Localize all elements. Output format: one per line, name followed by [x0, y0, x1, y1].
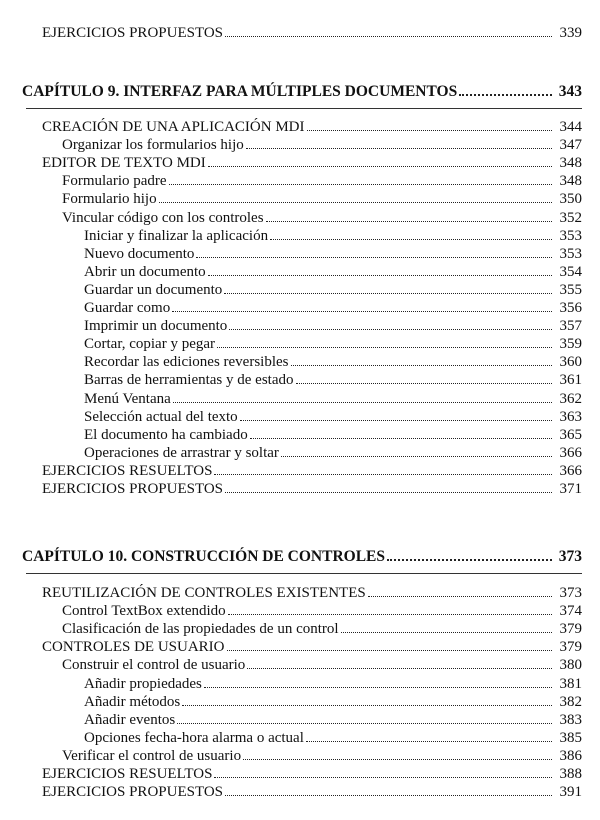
dot-leader — [459, 82, 552, 96]
dot-leader — [296, 371, 553, 384]
toc-entry-title: EJERCICIOS RESUELTOS — [42, 766, 213, 782]
dot-leader — [341, 620, 552, 633]
chapter-page: 343 — [558, 83, 582, 100]
dot-leader — [214, 765, 552, 778]
toc-entry-page: 352 — [559, 209, 582, 226]
toc-entry-title: EJERCICIOS PROPUESTOS — [42, 25, 224, 41]
toc-entry — [84, 426, 582, 444]
dot-leader — [229, 317, 552, 330]
toc-entry — [62, 747, 582, 765]
dot-leader — [246, 136, 552, 149]
toc-entry-title: Formulario padre — [62, 173, 167, 190]
toc-entry — [84, 390, 582, 408]
toc-entry — [84, 371, 582, 389]
toc-entry — [42, 638, 582, 656]
toc-entry-title: Vincular código con los controles — [62, 209, 264, 226]
toc-entry-title: CREACIÓN DE UNA APLICACIÓN MDI — [42, 119, 305, 135]
dot-leader — [208, 154, 552, 167]
toc-entry — [42, 584, 582, 602]
toc-entry-page: 355 — [559, 281, 582, 298]
toc-entry — [84, 245, 582, 263]
toc-entry — [62, 172, 582, 190]
toc-entry — [42, 118, 582, 136]
toc-entry-title: El documento ha cambiado — [84, 426, 248, 443]
toc-entry-title: Opciones fecha-hora alarma o actual — [84, 729, 304, 746]
dot-leader — [177, 711, 552, 724]
toc-entry-page: 386 — [559, 747, 582, 764]
toc-entry-title: EJERCICIOS RESUELTOS — [42, 462, 213, 479]
toc-entry — [42, 480, 582, 498]
toc-entry-page: 362 — [559, 390, 582, 407]
toc-entry-title: Recordar las ediciones reversibles — [84, 354, 289, 371]
toc-entry-title: Guardar un documento — [84, 281, 223, 298]
dot-leader — [204, 675, 552, 688]
dot-leader — [225, 783, 552, 796]
chapter-10-heading — [22, 547, 582, 566]
toc-entry-page: 360 — [559, 354, 582, 371]
dot-leader — [281, 444, 552, 457]
dot-leader — [247, 656, 552, 669]
toc-entry-page: 350 — [559, 191, 582, 208]
toc-entry — [62, 136, 582, 154]
toc-entry — [62, 656, 582, 674]
toc-entry-title: Barras de herramientas y de estado — [84, 372, 294, 389]
toc-entry-title: Añadir propiedades — [84, 675, 202, 692]
toc-entry-page: 380 — [559, 657, 582, 674]
toc-entry-page: 366 — [559, 462, 582, 479]
toc-entry — [84, 729, 582, 747]
toc-entry-top — [42, 24, 582, 42]
toc-entry-page: 353 — [559, 245, 582, 262]
toc-entry-title: Nuevo documento — [84, 245, 195, 262]
dot-leader — [224, 281, 552, 294]
toc-entry-page: 381 — [559, 675, 582, 692]
toc-entry — [84, 444, 582, 462]
toc-entry-page: 356 — [559, 300, 582, 316]
toc-entry — [84, 299, 582, 317]
dot-leader — [225, 24, 552, 37]
toc-entry — [84, 353, 582, 371]
dot-leader — [240, 408, 552, 421]
toc-entry-title: EJERCICIOS PROPUESTOS — [42, 481, 224, 497]
toc-entry — [42, 783, 582, 801]
toc-entry-page: 379 — [559, 621, 582, 638]
toc-entry-page: 388 — [559, 766, 582, 782]
toc-entry-title: REUTILIZACIÓN DE CONTROLES EXISTENTES — [42, 585, 366, 601]
toc-entry — [62, 190, 582, 208]
dot-leader — [227, 638, 552, 651]
chapter-title: CAPÍTULO 9. INTERFAZ PARA MÚLTIPLES DOCUMENTOS — [22, 83, 458, 100]
toc-entry-title: Verificar el control de usuario — [62, 747, 242, 764]
toc-entry-page: 383 — [559, 711, 582, 728]
toc-entry-page: 373 — [559, 585, 582, 601]
toc-entry-title: EDITOR DE TEXTO MDI — [42, 155, 206, 172]
toc-entry — [84, 227, 582, 245]
dot-leader — [368, 584, 552, 597]
toc-entry-page: 353 — [559, 227, 582, 244]
toc-entry-title: Guardar como — [84, 300, 171, 316]
dot-leader — [243, 747, 552, 760]
toc-entry-title: Control TextBox extendido — [62, 603, 226, 620]
dot-leader — [217, 335, 552, 348]
toc-entry-title: Operaciones de arrastrar y soltar — [84, 444, 279, 461]
toc-entry-title: EJERCICIOS PROPUESTOS — [42, 784, 224, 801]
toc-entry-page: 347 — [559, 137, 582, 154]
dot-leader — [172, 299, 552, 312]
toc-entry — [42, 154, 582, 172]
dot-leader — [196, 245, 552, 258]
dot-leader — [182, 693, 552, 706]
chapter-9-rule — [26, 108, 582, 109]
dot-leader — [266, 209, 552, 222]
toc-entry — [62, 602, 582, 620]
dot-leader — [250, 426, 552, 439]
chapter-title: CAPÍTULO 10. CONSTRUCCIÓN DE CONTROLES — [22, 548, 386, 565]
dot-leader — [159, 190, 552, 203]
toc-entry-page: 359 — [559, 336, 582, 353]
toc-entry-title: Cortar, copiar y pegar — [84, 336, 216, 353]
toc-entry-page: 391 — [559, 784, 582, 801]
toc-entry — [84, 408, 582, 426]
toc-entry — [84, 263, 582, 281]
dot-leader — [306, 729, 552, 742]
dot-leader — [387, 547, 552, 561]
toc-entry-page: 365 — [559, 426, 582, 443]
toc-entry — [84, 335, 582, 353]
toc-entry — [84, 675, 582, 693]
dot-leader — [291, 353, 553, 366]
toc-entry-page: 371 — [559, 481, 582, 497]
toc-entry — [84, 317, 582, 335]
toc-entry — [42, 462, 582, 480]
toc-entry-title: Menú Ventana — [84, 390, 171, 407]
chapter-10-rule — [26, 573, 582, 574]
toc-entry-page: 361 — [559, 372, 582, 389]
toc-entry-page: 344 — [559, 119, 582, 135]
toc-entry — [42, 765, 582, 783]
chapter-9-heading — [22, 82, 582, 101]
toc-entry-title: Añadir eventos — [84, 711, 176, 728]
toc-entry-page: 385 — [559, 729, 582, 746]
toc-entry-title: Imprimir un documento — [84, 318, 228, 335]
dot-leader — [173, 390, 552, 403]
dot-leader — [169, 172, 552, 185]
toc-entry-title: CONTROLES DE USUARIO — [42, 639, 225, 656]
dot-leader — [225, 480, 552, 493]
toc-entry-page: 357 — [559, 318, 582, 335]
toc-entry-page: 382 — [559, 693, 582, 710]
toc-entry-page: 366 — [559, 444, 582, 461]
toc-entry-title: Clasificación de las propiedades de un control — [62, 621, 339, 638]
toc-entry — [84, 693, 582, 711]
dot-leader — [208, 263, 552, 276]
dot-leader — [228, 602, 552, 615]
toc-entry-title: Construir el control de usuario — [62, 657, 246, 674]
toc-entry — [84, 711, 582, 729]
chapter-page: 373 — [558, 548, 582, 565]
toc-entry — [62, 209, 582, 227]
toc-entry-page: 374 — [559, 603, 582, 620]
toc-entry-page: 348 — [559, 173, 582, 190]
toc-entry-title: Añadir métodos — [84, 693, 181, 710]
toc-entry-page: 339 — [559, 25, 582, 41]
toc-entry-title: Abrir un documento — [84, 263, 206, 280]
toc-entry-title: Formulario hijo — [62, 191, 157, 208]
toc-entry-page: 363 — [559, 408, 582, 425]
toc-entry-page: 348 — [559, 155, 582, 172]
toc-entry-page: 379 — [559, 639, 582, 656]
toc-entry-title: Selección actual del texto — [84, 408, 238, 425]
dot-leader — [307, 118, 552, 131]
toc-entry — [62, 620, 582, 638]
dot-leader — [270, 227, 552, 240]
toc-entry-title: Organizar los formularios hijo — [62, 137, 244, 154]
toc-entry — [84, 281, 582, 299]
dot-leader — [214, 462, 552, 475]
toc-entry-title: Iniciar y finalizar la aplicación — [84, 227, 269, 244]
toc-entry-page: 354 — [559, 263, 582, 280]
